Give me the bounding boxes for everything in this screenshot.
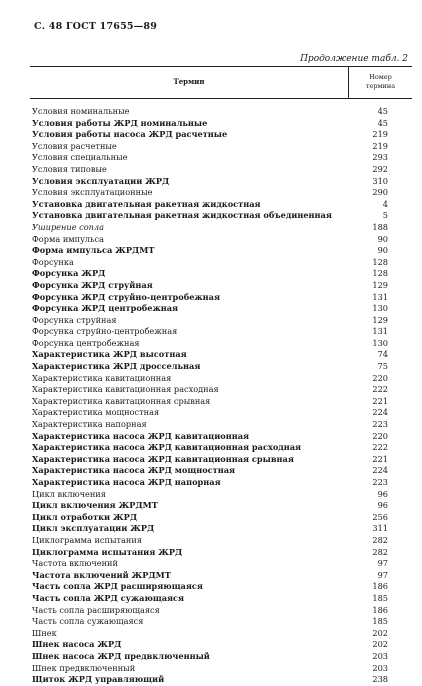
term-row bbox=[32, 558, 412, 570]
term-number: 130 bbox=[372, 337, 388, 348]
term-number: 203 bbox=[372, 650, 388, 661]
term-row bbox=[32, 651, 412, 663]
term-row bbox=[32, 535, 412, 547]
term-number: 75 bbox=[377, 361, 388, 372]
term-text: Форсунка bbox=[32, 256, 74, 267]
term-text: Характеристика ЖРД высотная bbox=[32, 349, 187, 360]
term-row bbox=[32, 442, 412, 454]
term-text: Цикл отработки ЖРД bbox=[32, 511, 138, 522]
term-text: Форсунка ЖРД bbox=[32, 268, 106, 279]
term-number: 224 bbox=[372, 465, 388, 476]
term-row bbox=[32, 419, 412, 431]
term-number: 292 bbox=[372, 163, 388, 174]
term-row bbox=[32, 431, 412, 443]
term-number: 96 bbox=[377, 488, 388, 499]
term-text: Характеристика мощностная bbox=[32, 407, 160, 418]
term-number: 282 bbox=[372, 534, 388, 545]
term-text: Шнек bbox=[32, 627, 57, 638]
term-text: Характеристика кавитационная bbox=[32, 372, 172, 383]
term-text: Форма импульса bbox=[32, 233, 105, 244]
term-row bbox=[32, 512, 412, 524]
term-column-header: Термин bbox=[173, 77, 205, 86]
term-text: Форсунка ЖРД струйно-центробежная bbox=[32, 291, 221, 302]
term-number: 130 bbox=[372, 303, 388, 314]
term-number: 256 bbox=[372, 511, 388, 522]
term-number: 310 bbox=[372, 175, 388, 186]
table-continuation-label: Продолжение табл. 2 bbox=[300, 54, 408, 64]
term-row bbox=[32, 407, 412, 419]
term-row bbox=[32, 164, 412, 176]
term-row bbox=[32, 500, 412, 512]
term-text: Частота включений bbox=[32, 558, 118, 569]
term-text: Условия работы насоса ЖРД расчетные bbox=[32, 129, 228, 140]
term-row bbox=[32, 141, 412, 153]
term-row bbox=[32, 593, 412, 605]
term-number: 219 bbox=[372, 140, 388, 151]
term-number: 185 bbox=[372, 616, 388, 627]
term-row bbox=[32, 616, 412, 628]
term-text: Щиток ЖРД управляющий bbox=[32, 674, 165, 685]
term-number: 220 bbox=[372, 372, 388, 383]
term-number: 186 bbox=[372, 604, 388, 615]
term-number: 186 bbox=[372, 581, 388, 592]
term-number: 185 bbox=[372, 592, 388, 603]
term-text: Цикл эксплуатации ЖРД bbox=[32, 523, 155, 534]
term-text: Частота включений ЖРДМТ bbox=[32, 569, 171, 580]
term-text: Характеристика насоса ЖРД мощностная bbox=[32, 465, 236, 476]
term-row bbox=[32, 489, 412, 501]
term-number: 45 bbox=[377, 106, 388, 116]
term-row bbox=[32, 315, 412, 327]
term-row bbox=[32, 581, 412, 593]
term-number: 202 bbox=[372, 639, 388, 650]
term-row bbox=[32, 373, 412, 385]
term-number: 128 bbox=[372, 268, 388, 279]
number-column-header bbox=[349, 73, 412, 91]
term-text: Характеристика кавитационная расходная bbox=[32, 384, 219, 395]
term-row bbox=[32, 384, 412, 396]
term-row bbox=[32, 268, 412, 280]
term-row bbox=[32, 570, 412, 582]
term-number: 90 bbox=[377, 245, 388, 256]
term-text: Шнек предвключенный bbox=[32, 662, 136, 673]
term-row bbox=[32, 523, 412, 535]
term-row bbox=[32, 257, 412, 269]
term-number: 131 bbox=[372, 326, 388, 337]
term-row bbox=[32, 118, 412, 130]
term-number: 219 bbox=[372, 129, 388, 140]
term-text: Форсунка центробежная bbox=[32, 337, 140, 348]
term-number: 222 bbox=[372, 384, 388, 395]
term-text: Форсунка струйно-центробежная bbox=[32, 326, 178, 337]
term-text: Характеристика напорная bbox=[32, 419, 147, 430]
term-row bbox=[32, 280, 412, 292]
term-number: 293 bbox=[372, 152, 388, 163]
term-text: Форсунка струйная bbox=[32, 314, 117, 325]
term-number: 203 bbox=[372, 662, 388, 673]
term-text: Установка двигательная ракетная жидкостная bbox=[32, 198, 261, 209]
term-number: 223 bbox=[372, 477, 388, 487]
term-text: Форма импульса ЖРДМТ bbox=[32, 245, 155, 256]
term-number: 96 bbox=[377, 500, 388, 511]
term-number: 221 bbox=[372, 453, 388, 464]
term-index-list bbox=[32, 106, 412, 686]
term-number: 224 bbox=[372, 407, 388, 418]
term-row bbox=[32, 338, 412, 350]
term-row bbox=[32, 349, 412, 361]
term-text: Условия расчетные bbox=[32, 140, 117, 151]
term-text: Условия работы ЖРД номинальные bbox=[32, 117, 208, 128]
term-text: Часть сопла ЖРД сужающаяся bbox=[32, 592, 185, 603]
term-row bbox=[32, 547, 412, 559]
term-number: 238 bbox=[372, 674, 388, 685]
term-row bbox=[32, 663, 412, 675]
term-text: Форсунка ЖРД центробежная bbox=[32, 303, 179, 314]
term-row bbox=[32, 152, 412, 164]
term-row bbox=[32, 210, 412, 222]
term-text: Шнек насоса ЖРД bbox=[32, 639, 122, 650]
term-row bbox=[32, 187, 412, 199]
term-row bbox=[32, 303, 412, 315]
term-text: Характеристика насоса ЖРД кавитационная расходная bbox=[32, 442, 302, 453]
term-text: Уширение сопла bbox=[32, 221, 105, 232]
term-number: 129 bbox=[372, 279, 388, 290]
term-text: Условия эксплуатации ЖРД bbox=[32, 175, 170, 186]
term-number: 311 bbox=[372, 523, 388, 534]
term-number: 290 bbox=[372, 187, 388, 198]
term-text: Циклограмма испытания ЖРД bbox=[32, 546, 183, 557]
term-number: 4 bbox=[382, 198, 388, 209]
term-text: Характеристика кавитационная срывная bbox=[32, 395, 211, 406]
term-number: 128 bbox=[372, 256, 388, 267]
term-text: Установка двигательная ракетная жидкостная объединенная bbox=[32, 210, 332, 221]
term-row bbox=[32, 674, 412, 686]
term-text: Условия номинальные bbox=[32, 106, 130, 116]
term-number: 90 bbox=[377, 233, 388, 244]
term-number: 220 bbox=[372, 430, 388, 441]
term-text: Шнек насоса ЖРД предвключенный bbox=[32, 650, 210, 661]
term-number: 5 bbox=[382, 210, 388, 221]
term-row bbox=[32, 292, 412, 304]
term-number: 97 bbox=[377, 558, 388, 569]
term-row bbox=[32, 129, 412, 141]
table-header bbox=[30, 66, 412, 99]
term-number: 221 bbox=[372, 395, 388, 406]
term-text: Цикл включения bbox=[32, 488, 106, 499]
term-number: 282 bbox=[372, 546, 388, 557]
term-number: 131 bbox=[372, 291, 388, 302]
term-text: Циклограмма испытания bbox=[32, 534, 142, 545]
term-row bbox=[32, 454, 412, 466]
term-text: Форсунка ЖРД струйная bbox=[32, 279, 153, 290]
term-number: 202 bbox=[372, 627, 388, 638]
term-text: Условия эксплуатационные bbox=[32, 187, 153, 198]
term-number: 188 bbox=[372, 221, 388, 232]
term-text: Часть сопла расширяющаяся bbox=[32, 604, 160, 615]
term-row bbox=[32, 605, 412, 617]
term-text: Часть сопла сужающаяся bbox=[32, 616, 144, 627]
term-text: Характеристика насоса ЖРД кавитационная срывная bbox=[32, 453, 294, 464]
term-row bbox=[32, 245, 412, 257]
term-text: Условия специальные bbox=[32, 152, 128, 163]
term-row bbox=[32, 326, 412, 338]
term-text: Часть сопла ЖРД расширяющаяся bbox=[32, 581, 203, 592]
term-row bbox=[32, 361, 412, 373]
term-number: 97 bbox=[377, 569, 388, 580]
term-text: Условия типовые bbox=[32, 163, 107, 174]
term-row bbox=[32, 199, 412, 211]
term-text: Характеристика насоса ЖРД кавитационная bbox=[32, 430, 250, 441]
term-row bbox=[32, 106, 412, 118]
number-column-header-line2: термина bbox=[365, 82, 396, 90]
term-text: Характеристика насоса ЖРД напорная bbox=[32, 477, 221, 487]
term-number: 223 bbox=[372, 419, 388, 430]
term-text: Цикл включения ЖРДМТ bbox=[32, 500, 158, 511]
term-row bbox=[32, 222, 412, 234]
term-number: 222 bbox=[372, 442, 388, 453]
term-row bbox=[32, 234, 412, 246]
term-text: Характеристика ЖРД дроссельная bbox=[32, 361, 201, 372]
term-row bbox=[32, 477, 412, 489]
page-header: С. 48 ГОСТ 17655—89 bbox=[34, 21, 158, 32]
term-number: 45 bbox=[377, 117, 388, 128]
number-column-header-line1: Номер bbox=[369, 73, 392, 81]
term-row bbox=[32, 639, 412, 651]
term-row bbox=[32, 465, 412, 477]
term-row bbox=[32, 176, 412, 188]
term-row bbox=[32, 396, 412, 408]
term-number: 74 bbox=[377, 349, 388, 360]
term-number: 129 bbox=[372, 314, 388, 325]
